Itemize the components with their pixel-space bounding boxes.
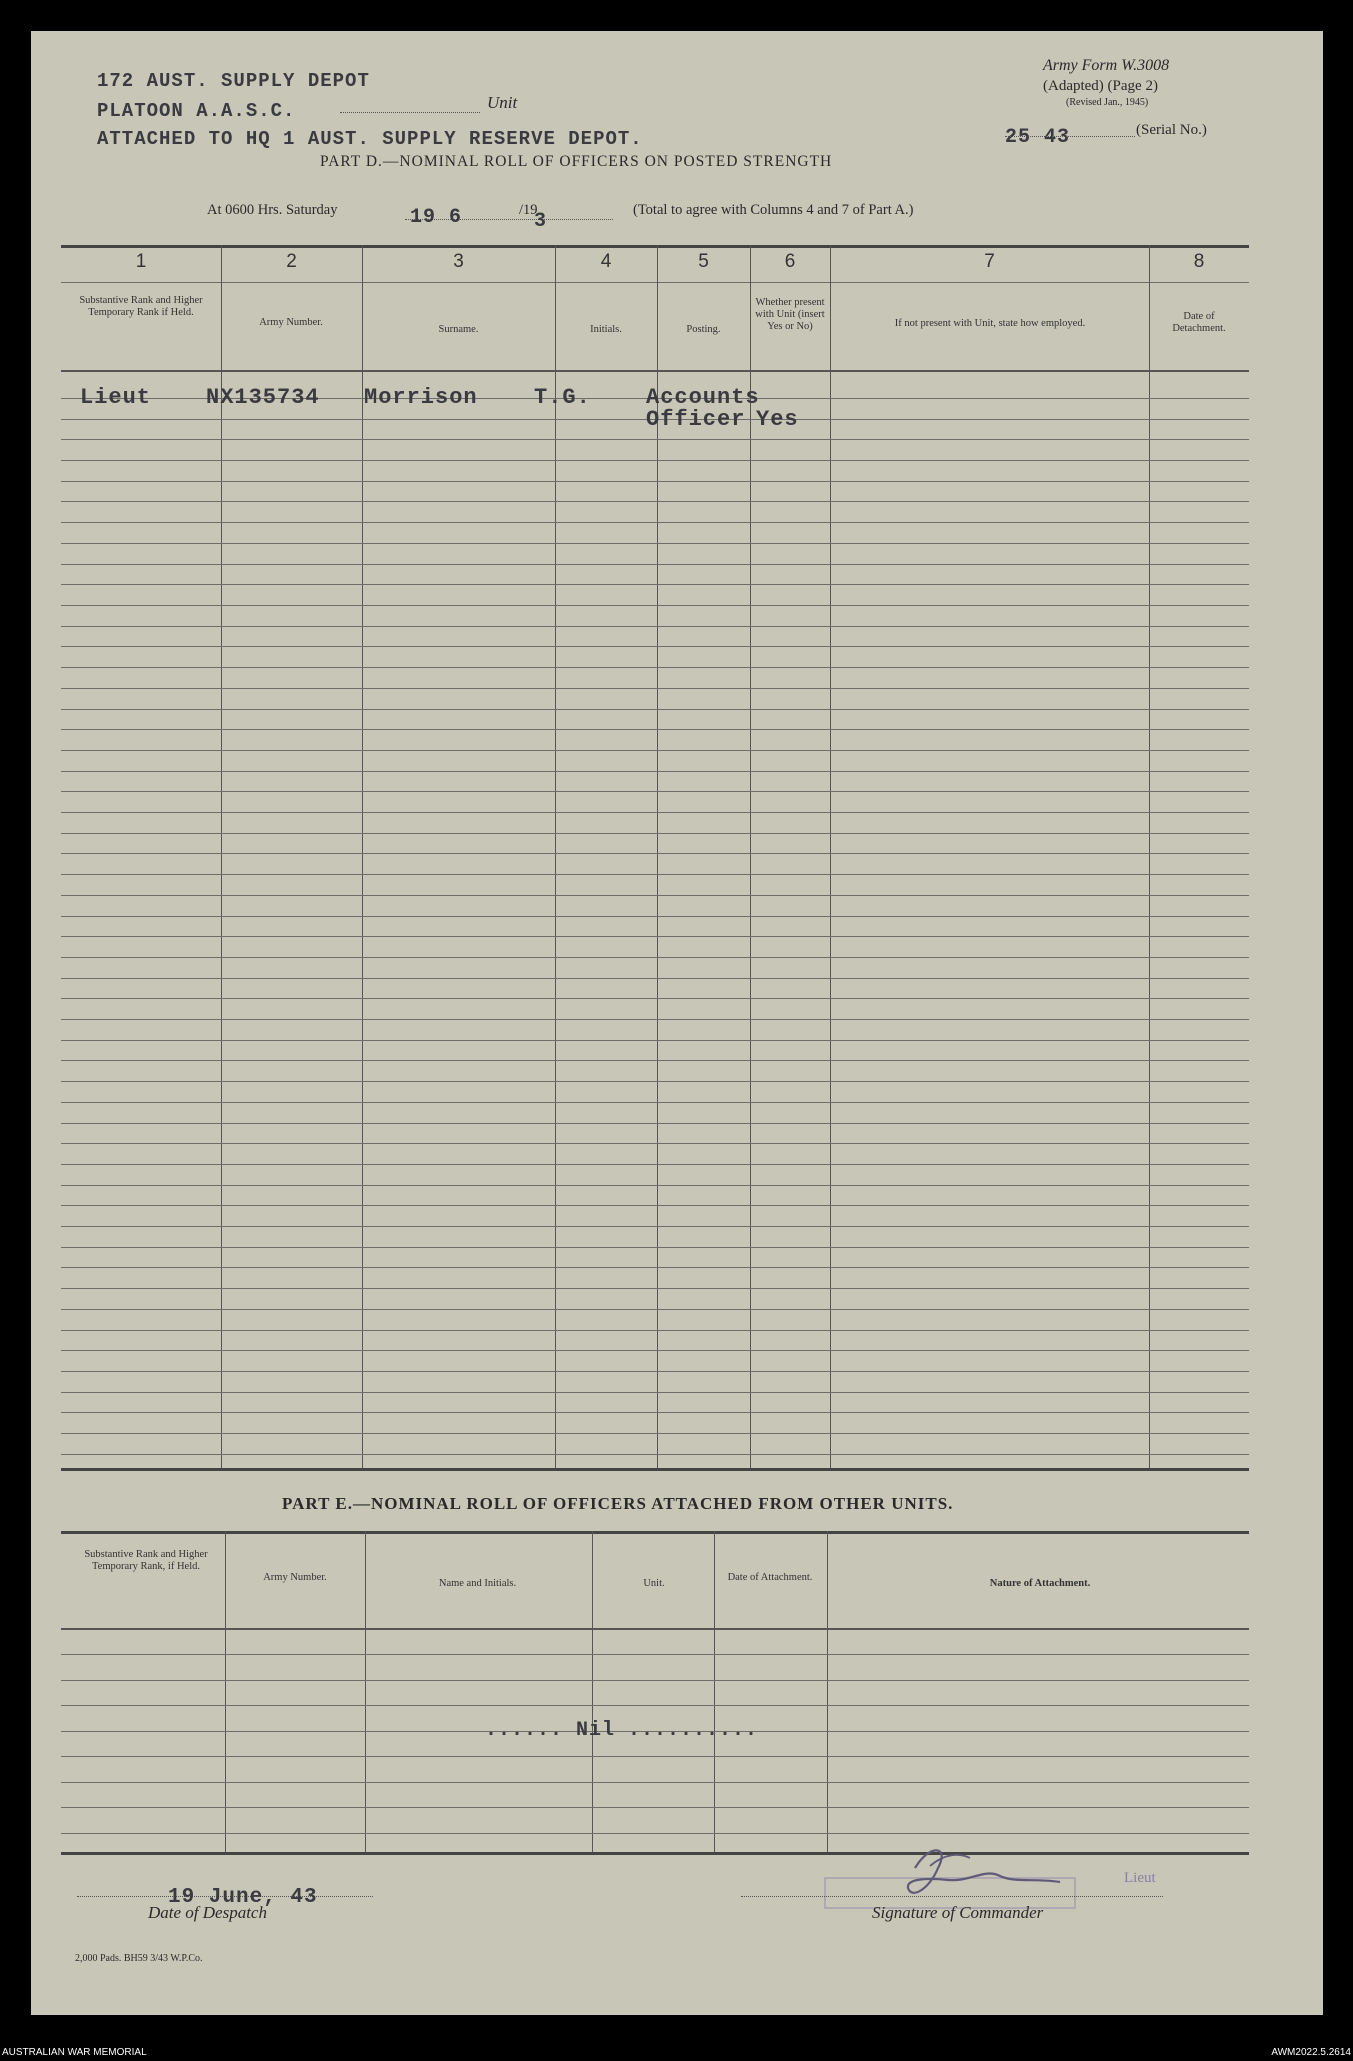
part-d-row-rule (61, 584, 1249, 585)
e-col-header-nature: Nature of Attachment. (989, 1578, 1091, 1589)
part-d-column-rule (555, 245, 556, 1468)
col-header-rank: Substantive Rank and Higher Temporary Rank if Held. (79, 295, 203, 318)
part-d-row-rule (61, 1247, 1249, 1248)
serial-dotted-line (1005, 136, 1135, 137)
part-d-row-rule (61, 709, 1249, 710)
part-d-column-rule (362, 245, 363, 1468)
nil-entry: ...... Nil .......... (485, 1719, 759, 1742)
part-d-row-rule (61, 1060, 1249, 1061)
entry-surname: Morrison (364, 385, 478, 410)
part-e-row-rule (61, 1833, 1249, 1834)
part-d-row-rule (61, 626, 1249, 627)
part-d-row-rule (61, 460, 1249, 461)
footer-left-caption: AUSTRALIAN WAR MEMORIAL (2, 2047, 147, 2058)
part-d-row-rule (61, 916, 1249, 917)
part-d-row-rule (61, 1454, 1249, 1455)
col-number-6: 6 (784, 251, 796, 272)
part-e-header-rule (61, 1628, 1249, 1630)
part-d-row-rule (61, 1081, 1249, 1082)
col-header-posting: Posting. (686, 324, 721, 335)
at-time-label: At 0600 Hrs. Saturday (207, 202, 338, 218)
part-d-row-rule (61, 1123, 1249, 1124)
date-day-month: 19 6 (410, 206, 463, 229)
unit-line-1: 172 AUST. SUPPLY DEPOT (97, 70, 370, 92)
part-d-row-rule (61, 1019, 1249, 1020)
part-d-row-rule (61, 874, 1249, 875)
signature-label: Signature of Commander (872, 1903, 1044, 1922)
part-e-column-rule (365, 1531, 366, 1852)
part-d-row-rule (61, 481, 1249, 482)
part-d-row-rule (61, 853, 1249, 854)
part-d-row-rule (61, 936, 1249, 937)
part-d-row-rule (61, 1102, 1249, 1103)
part-e-column-rule (714, 1531, 715, 1852)
col-number-4: 4 (600, 251, 612, 272)
part-d-row-rule (61, 1164, 1249, 1165)
part-d-row-rule (61, 522, 1249, 523)
col-number-7: 7 (984, 251, 995, 272)
col-header-army-number: Army Number. (259, 317, 323, 328)
part-d-title: PART D.—NOMINAL ROLL OF OFFICERS ON POSTED STRENGTH (320, 153, 833, 170)
part-d-row-rule (61, 564, 1249, 565)
part-d-row-rule (61, 750, 1249, 751)
part-e-row-rule (61, 1705, 1249, 1706)
part-d-row-rule (61, 1267, 1249, 1268)
part-d-row-rule (61, 771, 1249, 772)
part-d-row-rule (61, 1371, 1249, 1372)
col-number-2: 2 (286, 251, 297, 272)
part-d-row-rule (61, 1040, 1249, 1041)
part-d-row-rule (61, 791, 1249, 792)
col-header-initials: Initials. (590, 324, 622, 335)
part-d-row-rule (61, 1205, 1249, 1206)
date-year-typed: 3 (534, 210, 548, 233)
entry-army-number: NX135734 (206, 385, 320, 410)
total-note: (Total to agree with Columns 4 and 7 of Part A.) (633, 202, 914, 218)
footer-right-caption: AWM2022.5.2614 (1271, 2047, 1351, 2058)
part-d-row-rule (61, 1350, 1249, 1351)
part-d-row-rule (61, 1330, 1249, 1331)
entry-present: Yes (756, 407, 799, 432)
part-d-row-rule (61, 1433, 1249, 1434)
part-d-row-rule (61, 998, 1249, 999)
part-d-row-rule (61, 646, 1249, 647)
part-d-column-rule (750, 245, 751, 1468)
unit-label: Unit (487, 93, 518, 112)
col-number-3: 3 (453, 251, 464, 272)
unit-dotted-line (340, 112, 480, 113)
part-d-number-rule (61, 282, 1249, 283)
part-d-row-rule (61, 688, 1249, 689)
part-d-row-rule (61, 833, 1249, 834)
col-header-surname: Surname. (438, 324, 479, 335)
entry-initials: T.G. (534, 385, 591, 410)
entry-posting-line2: Officer (646, 407, 746, 432)
date-year-prefix: /19 (519, 202, 538, 218)
part-d-row-rule (61, 501, 1249, 502)
despatch-date: 19 June, 43 (168, 1886, 318, 1909)
part-d-row-rule (61, 895, 1249, 896)
signature-rank: Lieut (1124, 1870, 1156, 1886)
form-adapted: (Adapted) (Page 2) (1043, 78, 1158, 94)
part-e-column-rule (592, 1531, 593, 1852)
col-number-5: 5 (698, 251, 709, 272)
part-d-row-rule (61, 1226, 1249, 1227)
part-d-row-rule (61, 957, 1249, 958)
entry-rank: Lieut (80, 385, 152, 410)
part-e-title: PART E.—NOMINAL ROLL OF OFFICERS ATTACHED FROM OTHER UNITS. (282, 1494, 954, 1513)
part-d-row-rule (61, 667, 1249, 668)
col-header-present: Whether present with Unit (insert Yes or No) (755, 297, 825, 332)
part-d-column-rule (830, 245, 831, 1468)
part-d-row-rule (61, 543, 1249, 544)
col-header-detachment: Date of Detachment. (1172, 311, 1226, 334)
part-d-row-rule (61, 729, 1249, 730)
part-d-row-rule (61, 1185, 1249, 1186)
printer-imprint: 2,000 Pads. BH59 3/43 W.P.Co. (75, 1953, 203, 1964)
col-number-1: 1 (135, 251, 147, 272)
form-name: Army Form W.3008 (1043, 57, 1170, 74)
e-col-header-name: Name and Initials. (438, 1578, 517, 1589)
part-d-bottom-rule (61, 1468, 1249, 1471)
part-d-row-rule (61, 978, 1249, 979)
serial-number: 25 43 (1005, 126, 1071, 149)
part-d-row-rule (61, 1288, 1249, 1289)
part-d-row-rule (61, 1309, 1249, 1310)
part-d-row-rule (61, 1392, 1249, 1393)
part-d-row-rule (61, 605, 1249, 606)
form-revised: (Revised Jan., 1945) (1066, 97, 1149, 108)
part-e-top-rule (61, 1531, 1249, 1534)
part-e-column-rule (827, 1531, 828, 1852)
part-e-row-rule (61, 1680, 1249, 1681)
e-col-header-rank: Substantive Rank and Higher Temporary Rank, if Held. (84, 1549, 208, 1572)
part-e-row-rule (61, 1654, 1249, 1655)
part-e-row-rule (61, 1782, 1249, 1783)
part-e-column-rule (225, 1531, 226, 1852)
part-d-column-rule (1149, 245, 1150, 1468)
signature-dotted-line (741, 1896, 1163, 1897)
part-d-header-rule (61, 370, 1249, 372)
part-d-row-rule (61, 1143, 1249, 1144)
part-d-row-rule (61, 1412, 1249, 1413)
col-header-employed: If not present with Unit, state how employed. (894, 318, 1086, 329)
e-col-header-army-number: Army Number. (263, 1572, 327, 1583)
part-e-row-rule (61, 1807, 1249, 1808)
unit-line-3: ATTACHED TO HQ 1 AUST. SUPPLY RESERVE DEPOT. (97, 128, 643, 150)
despatch-label: Date of Despatch (148, 1903, 267, 1922)
e-col-header-unit: Unit. (643, 1578, 665, 1589)
part-d-row-rule (61, 812, 1249, 813)
part-d-row-rule (61, 439, 1249, 440)
part-d-top-rule (61, 245, 1249, 248)
col-number-8: 8 (1193, 251, 1205, 272)
serial-label: (Serial No.) (1136, 122, 1207, 138)
part-e-row-rule (61, 1756, 1249, 1757)
e-col-header-attachment-date: Date of Attachment. (727, 1572, 813, 1583)
unit-line-2: PLATOON A.A.S.C. (97, 100, 296, 122)
entry-posting-line1: Accounts (646, 385, 760, 410)
part-d-column-rule (221, 245, 222, 1468)
